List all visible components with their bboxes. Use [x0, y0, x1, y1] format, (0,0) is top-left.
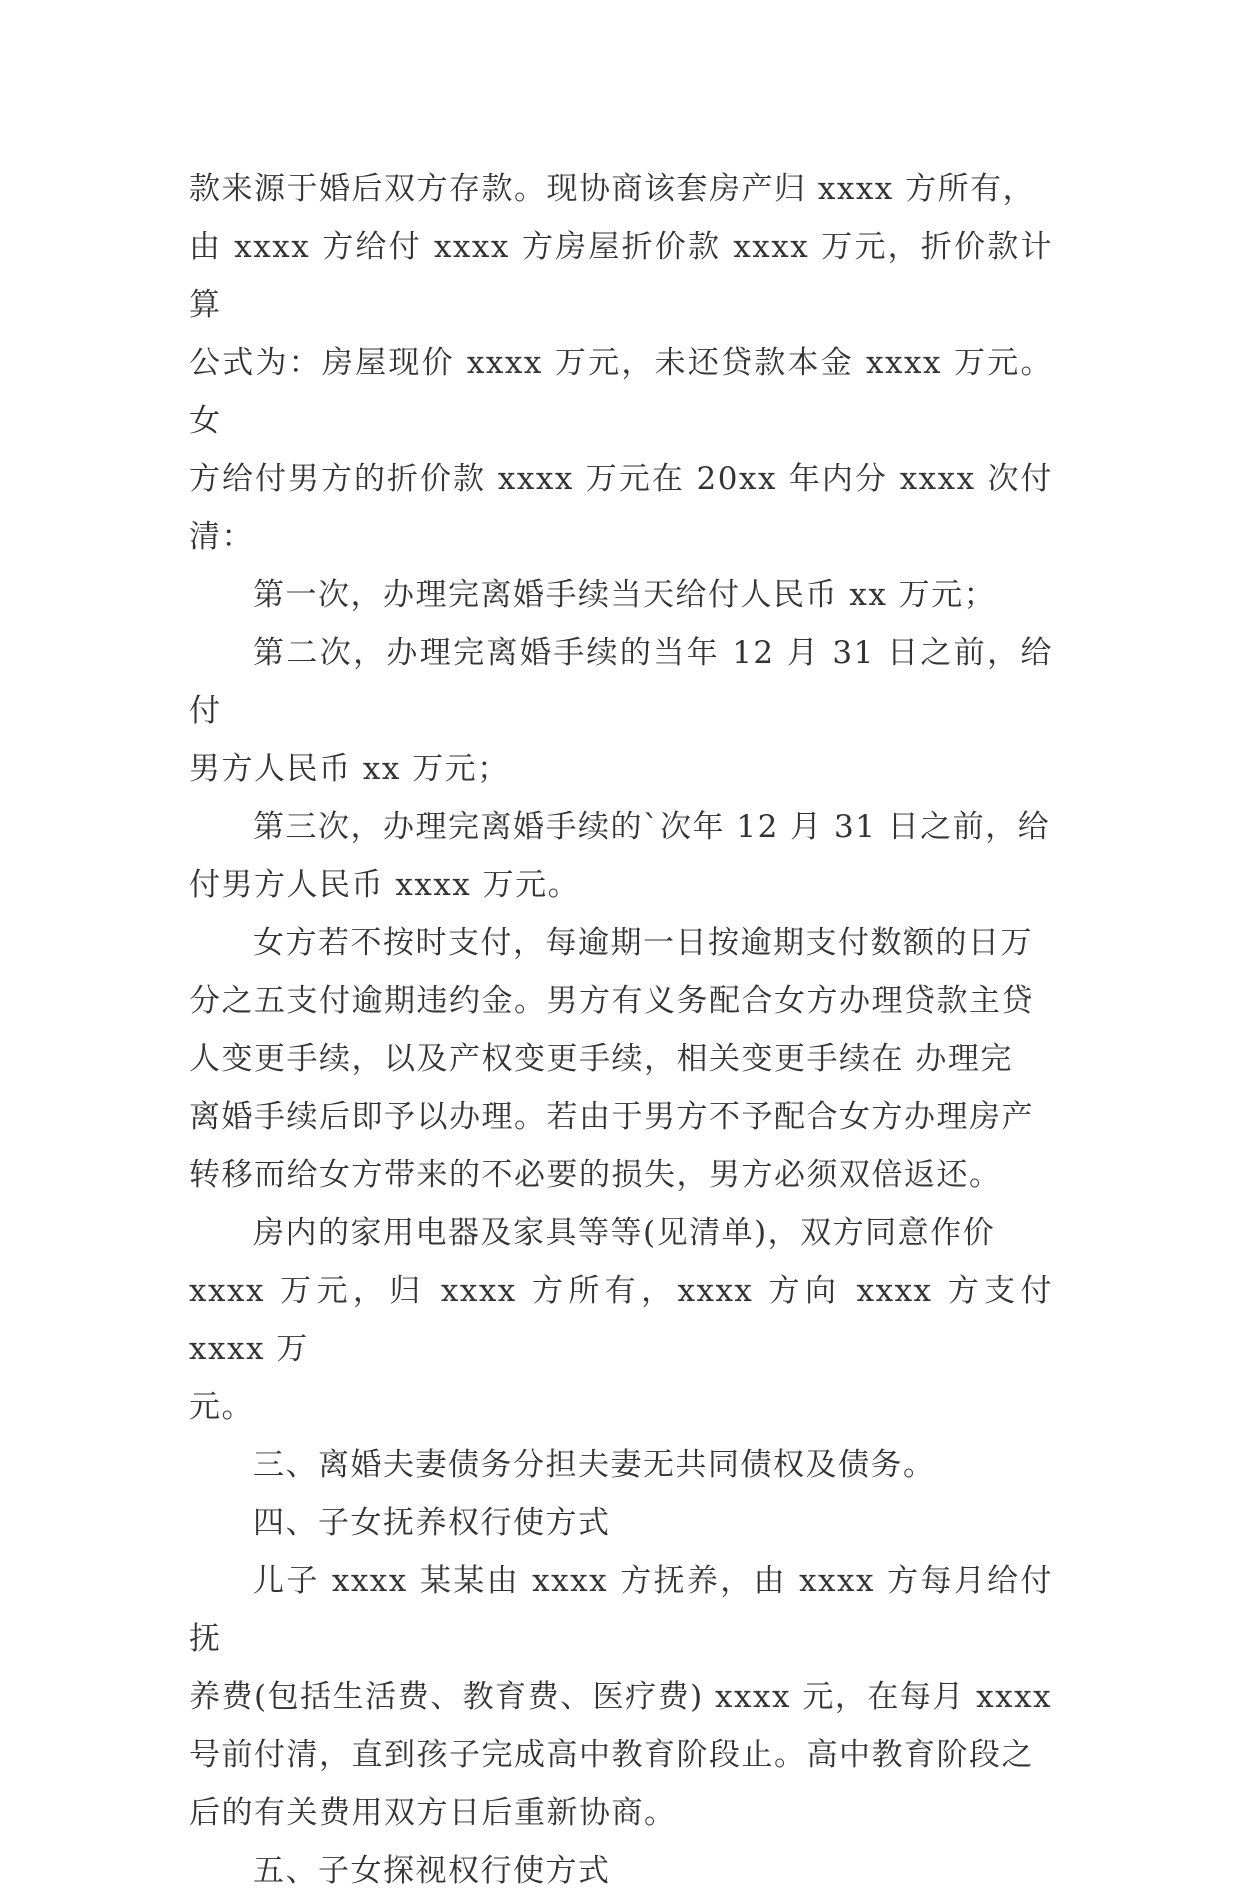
paragraph: [189, 798, 1053, 914]
text-line: 号前付清，直到孩子完成高中教育阶段止。高中教育阶段之: [189, 1737, 1034, 1773]
paragraph: [189, 1494, 1053, 1552]
paragraph: [189, 1552, 1053, 1842]
text-line: 方给付男方的折价款 xxxx 万元在 20xx 年内分 xxxx 次付清：: [189, 461, 1053, 555]
text-line: 五、子女探视权行使方式: [253, 1853, 611, 1889]
text-line: 第三次，办理完离婚手续的`次年 12 月 31 日之前，给: [253, 809, 1051, 845]
text-line: 款来源于婚后双方存款。现协商该套房产归 xxxx 方所有，: [189, 171, 1036, 207]
text-line: 人变更手续，以及产权变更手续，相关变更手续在 办理完: [189, 1041, 1013, 1077]
document-body: [189, 160, 1053, 1900]
paragraph: [189, 1436, 1053, 1494]
text-line: 转移而给女方带来的不必要的损失，男方必须双倍返还。: [189, 1157, 1002, 1193]
paragraph: [189, 1204, 1053, 1436]
text-line: 儿子 xxxx 某某由 xxxx 方抚养，由 xxxx 方每月给付抚: [189, 1563, 1053, 1657]
text-line: xxxx 万元，归 xxxx 方所有，xxxx 方向 xxxx 方支付 xxxx 万: [189, 1273, 1053, 1367]
text-line: 第二次，办理完离婚手续的当年 12 月 31 日之前，给付: [189, 635, 1053, 729]
paragraph: [189, 914, 1053, 1204]
text-line: 付男方人民币 xxxx 万元。: [189, 867, 581, 903]
text-line: 由 xxxx 方给付 xxxx 方房屋折价款 xxxx 万元，折价款计算: [189, 229, 1053, 323]
text-line: 第一次，办理完离婚手续当天给付人民币 xx 万元；: [253, 577, 997, 613]
text-line: 女方若不按时支付，每逾期一日按逾期支付数额的日万: [253, 925, 1033, 961]
paragraph: [189, 566, 1053, 624]
text-line: 房内的家用电器及家具等等(见清单)，双方同意作价: [253, 1215, 996, 1251]
text-line: 离婚手续后即予以办理。若由于男方不予配合女方办理房产: [189, 1099, 1034, 1135]
paragraph: [189, 624, 1053, 798]
text-line: 三、离婚夫妻债务分担夫妻无共同债权及债务。: [253, 1447, 936, 1483]
text-line: 四、子女抚养权行使方式: [253, 1505, 611, 1541]
paragraph: [189, 1842, 1053, 1900]
text-line: 后的有关费用双方日后重新协商。: [189, 1795, 677, 1831]
text-line: 养费(包括生活费、教育费、医疗费) xxxx 元，在每月 xxxx: [189, 1679, 1053, 1715]
text-line: 公式为：房屋现价 xxxx 万元，未还贷款本金 xxxx 万元。女: [189, 345, 1053, 439]
text-line: 元。: [189, 1389, 254, 1425]
text-line: 分之五支付逾期违约金。男方有义务配合女方办理贷款主贷: [189, 983, 1034, 1019]
text-line: 男方人民币 xx 万元；: [189, 751, 510, 787]
paragraph: [189, 160, 1053, 566]
